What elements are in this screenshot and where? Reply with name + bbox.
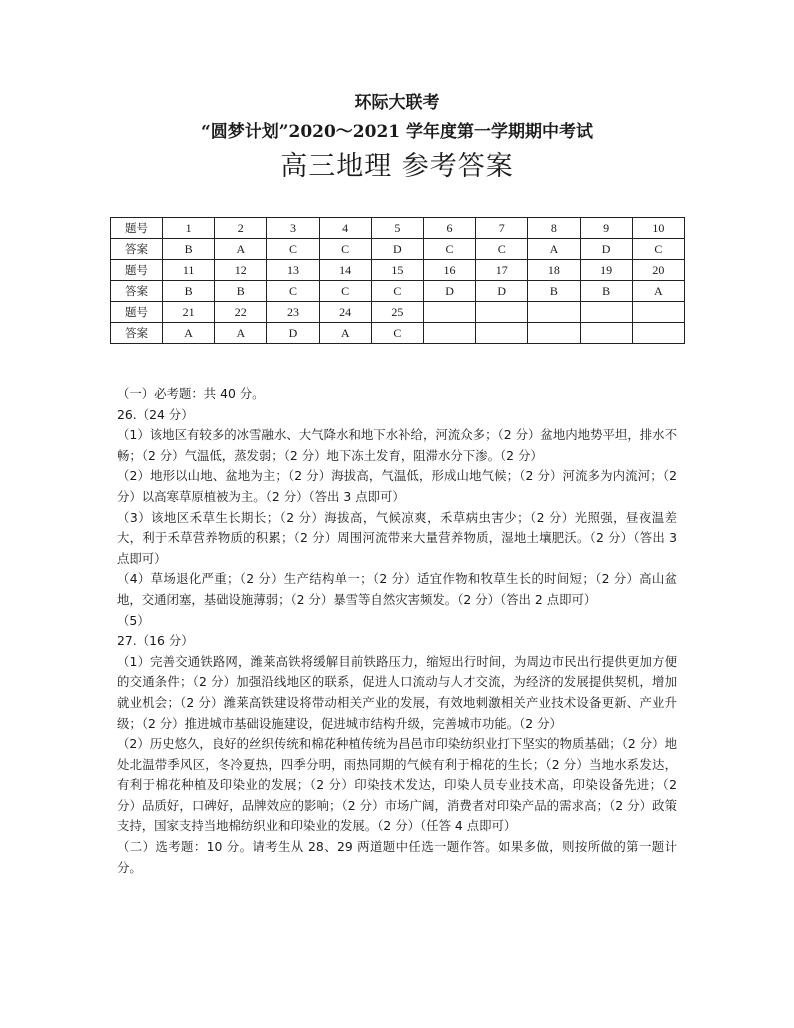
table-cell: A xyxy=(215,323,267,344)
table-cell: 25 xyxy=(371,302,423,323)
row-header-cell: 题号 xyxy=(111,302,163,323)
table-cell: 2 xyxy=(215,218,267,239)
table-cell: 16 xyxy=(423,260,475,281)
table-cell: 24 xyxy=(319,302,371,323)
table-cell: 13 xyxy=(267,260,319,281)
table-cell: 11 xyxy=(163,260,215,281)
table-row xyxy=(111,260,685,281)
table-cell: 9 xyxy=(580,218,632,239)
answer-paragraph: （2）地形以山地、盆地为主；（2 分）海拔高，气温低，形成山地气候；（2 分）河流多为内流河；（2 分）以高寒草原植被为主。（2 分）（答出 3 点即可） xyxy=(117,468,677,504)
table-cell: 19 xyxy=(580,260,632,281)
answer-paragraph: （5） xyxy=(117,612,150,628)
table-row xyxy=(111,218,685,239)
table-cell: 7 xyxy=(476,218,528,239)
table-cell: 21 xyxy=(163,302,215,323)
answer-paragraph: （1）完善交通铁路网，潍莱高铁将缓解目前铁路压力，缩短出行时间，为周边市民出行提供更加方便的交通条件；（2 分）加强沿线地区的联系，促进人口流动与人才交流，为经济的发展提供契机，增加就业机会；（2 分）潍莱高铁建设将带动相关产业的发展，有效地刺激相关产业技术设备更新、产业升级；（2 分）推进城市基础设施建设，促进城市结构升级，完善城市功能。（2 分） xyxy=(117,653,677,731)
row-header-cell: 答案 xyxy=(111,281,163,302)
table-cell: 14 xyxy=(319,260,371,281)
answer-paragraph: 27.（16 分） xyxy=(117,633,194,649)
table-cell: B xyxy=(215,281,267,302)
table-cell xyxy=(476,302,528,323)
table-cell: A xyxy=(528,239,580,260)
table-cell: 1 xyxy=(163,218,215,239)
table-cell: 5 xyxy=(371,218,423,239)
answer-paragraph: 26.（24 分） xyxy=(117,406,194,422)
table-row xyxy=(111,302,685,323)
row-header-cell: 答案 xyxy=(111,323,163,344)
answer-paragraph: （3）该地区禾草生长期长；（2 分）海拔高，气候凉爽，禾草病虫害少；（2 分）光照强，昼夜温差大，利于禾草营养物质的积累；（2 分）周围河流带来大量营养物质，湿地土壤肥沃。（2 分）（答出 3 点即可） xyxy=(117,509,677,566)
table-cell: C xyxy=(267,239,319,260)
table-cell: A xyxy=(632,281,684,302)
table-cell: C xyxy=(267,281,319,302)
table-cell xyxy=(580,323,632,344)
table-cell: 12 xyxy=(215,260,267,281)
table-cell: C xyxy=(632,239,684,260)
exam-name: “圆梦计划”2020～2021 学年度第一学期期中考试 xyxy=(200,122,594,142)
table-cell: 17 xyxy=(476,260,528,281)
table-cell: D xyxy=(371,239,423,260)
answer-table xyxy=(110,217,685,344)
table-cell: B xyxy=(580,281,632,302)
table-cell xyxy=(632,323,684,344)
table-cell: 10 xyxy=(632,218,684,239)
answer-paragraph: （4）草场退化严重；（2 分）生产结构单一；（2 分）适宜作物和牧草生长的时间短；（2 分）高山盆地，交通闭塞，基础设施薄弱；（2 分）暴雪等自然灾害频发。（2 分）（答出 2 点即可） xyxy=(117,571,677,607)
table-cell: A xyxy=(215,239,267,260)
table-cell: D xyxy=(267,323,319,344)
table-cell xyxy=(528,302,580,323)
answer-paragraph: （1）该地区有较多的冰雪融水、大气降水和地下水补给，河流众多；（2 分）盆地内地势平坦，排水不畅；（2 分）气温低，蒸发弱；（2 分）地下冻土发育，阻滞水分下渗。（2 分） xyxy=(117,427,677,463)
table-cell: C xyxy=(371,281,423,302)
table-cell: C xyxy=(319,239,371,260)
table-cell: 18 xyxy=(528,260,580,281)
answer-paragraph: （一）必考题：共 40 分。 xyxy=(117,386,265,401)
answer-paragraph: （2）历史悠久，良好的丝织传统和棉花种植传统为昌邑市印染纺织业打下坚实的物质基础；（2 分）地处北温带季风区，冬冷夏热，四季分明，雨热同期的气候有利于棉花的生长；（2 分）当地水系发达，有利于棉花种植及印染业的发展；（2 分）印染技术发达，印染人员专业技术高，印染设备先进；（2 分）品质好，口碑好，品牌效应的影响；（2 分）市场广阔，消费者对印染产品的需求高；（2 分）政策支持，国家支持当地棉纺织业和印染业的发展。（2 分）（任答 4 点即可） xyxy=(117,736,677,834)
answer-paragraph: （二）选考题：10 分。请考生从 28、29 两道题中任选一题作答。如果多做，则按所做的第一题计分。 xyxy=(117,839,677,875)
exam-organizer: 环际大联考 xyxy=(354,93,440,113)
row-header-cell: 题号 xyxy=(111,260,163,281)
table-cell: C xyxy=(423,239,475,260)
row-header-cell: 题号 xyxy=(111,218,163,239)
table-row xyxy=(111,281,685,302)
table-row xyxy=(111,239,685,260)
table-cell: D xyxy=(580,239,632,260)
table-cell: 3 xyxy=(267,218,319,239)
table-cell: A xyxy=(319,323,371,344)
table-cell: 20 xyxy=(632,260,684,281)
table-cell: 6 xyxy=(423,218,475,239)
row-header-cell: 答案 xyxy=(111,239,163,260)
table-cell: C xyxy=(476,239,528,260)
table-cell xyxy=(423,302,475,323)
table-cell: 23 xyxy=(267,302,319,323)
table-cell xyxy=(423,323,475,344)
table-cell: B xyxy=(163,281,215,302)
answer-body-text xyxy=(117,384,677,878)
table-cell: D xyxy=(476,281,528,302)
table-cell: A xyxy=(163,323,215,344)
table-cell: B xyxy=(528,281,580,302)
table-cell xyxy=(580,302,632,323)
table-cell: 22 xyxy=(215,302,267,323)
table-cell: C xyxy=(371,323,423,344)
table-cell xyxy=(528,323,580,344)
table-row xyxy=(111,323,685,344)
table-cell: 15 xyxy=(371,260,423,281)
page-title: 高三地理 参考答案 xyxy=(280,151,514,182)
title-block xyxy=(0,90,794,186)
table-cell xyxy=(632,302,684,323)
table-cell: 4 xyxy=(319,218,371,239)
table-cell: D xyxy=(423,281,475,302)
table-cell: B xyxy=(163,239,215,260)
table-cell: 8 xyxy=(528,218,580,239)
table-cell: C xyxy=(319,281,371,302)
table-cell xyxy=(476,323,528,344)
